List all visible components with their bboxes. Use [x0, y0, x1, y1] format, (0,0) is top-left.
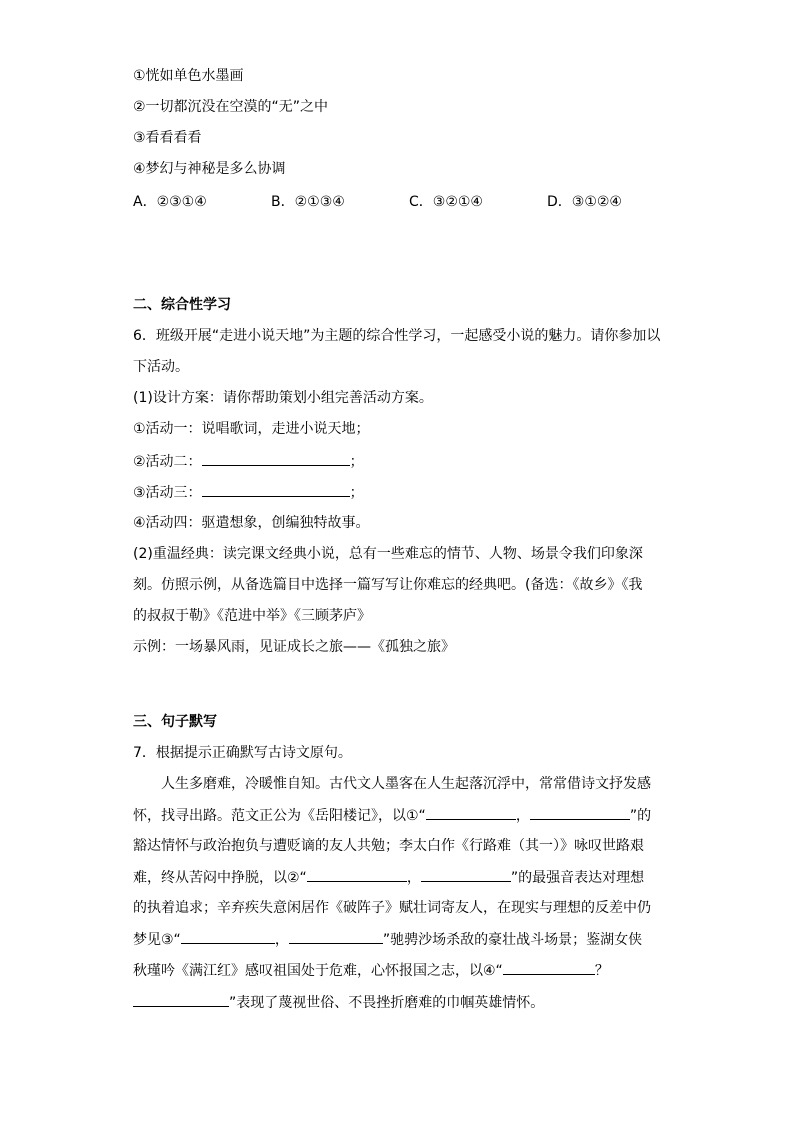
blank-3a[interactable]	[181, 929, 275, 944]
activity-3-semicolon: ；	[349, 485, 364, 501]
q7-line-4-end: ”的最强音表达对理想	[510, 870, 645, 886]
q7-line-8	[133, 992, 544, 1013]
activity-3-blank[interactable]	[202, 482, 350, 497]
activity-2	[133, 451, 364, 472]
activity-1: ①活动一：说唱歌词，走进小说天地；	[133, 421, 370, 437]
section-2-title: 二、综合性学习	[133, 297, 231, 313]
q7-line-6-end: ”驰骋沙场杀敌的豪壮战斗场景；鉴湖女侠	[382, 932, 643, 948]
option-d[interactable]: D．③①②④	[547, 194, 622, 210]
activity-2-semicolon: ；	[349, 454, 364, 470]
blank-2a[interactable]	[307, 867, 407, 882]
q7-line-7-question: ？	[594, 963, 609, 979]
section-3-title: 三、句子默写	[133, 714, 217, 730]
q7-line-2-end: ”的	[629, 808, 652, 824]
q7-line-3: 豁达情怀与政治抱负与遭贬谪的友人共勉；李太白作《行路难（其一）》咏叹世路艰	[133, 838, 644, 854]
blank-4b[interactable]	[133, 992, 229, 1007]
q7-line-6-text: 梦见③“	[133, 932, 181, 948]
option-b[interactable]: B．②①③④	[271, 194, 345, 210]
q5-item-4: ④梦幻与神秘是多么协调	[133, 161, 286, 177]
q7-line-4-comma: ，	[406, 870, 421, 886]
activity-4: ④活动四：驱遣想象，创编独特故事。	[133, 515, 370, 531]
blank-4a[interactable]	[503, 960, 595, 975]
q7-line-7	[133, 960, 609, 981]
q6-part-1: (1)设计方案：请你帮助策划小组完善活动方案。	[133, 390, 433, 406]
q7-line-4-text: 难，终从苦闷中挣脱，以②“	[133, 870, 307, 886]
activity-2-label: ②活动二：	[133, 454, 202, 470]
q7-line-5: 的执着追求；辛弃疾失意闲居作《破阵子》赋壮词寄友人，在现实与理想的反差中仍	[133, 900, 651, 916]
q6-line-1: 6．班级开展“走进小说天地”为主题的综合性学习，一起感受小说的魅力。请你参加以	[133, 328, 661, 344]
q6-example: 示例：一场暴风雨，见证成长之旅——《孤独之旅》	[133, 639, 455, 655]
activity-3	[133, 482, 364, 503]
q7-line-6	[133, 929, 642, 950]
blank-1b[interactable]	[530, 805, 630, 820]
option-a[interactable]: A．②③①④	[133, 194, 207, 210]
q7-line-7-text: 秋瑾吟《满江红》感叹祖国处于危难，心怀报国之志，以④“	[133, 963, 503, 979]
q5-item-1: ①恍如单色水墨画	[133, 68, 244, 84]
blank-1a[interactable]	[426, 805, 516, 820]
blank-2b[interactable]	[421, 867, 511, 882]
q7-prompt: 7．根据提示正确默写古诗文原句。	[133, 745, 352, 761]
q5-item-2: ②一切都沉没在空漠的“无”之中	[133, 99, 329, 115]
q7-line-6-comma: ，	[274, 932, 289, 948]
q7-line-2	[133, 805, 651, 826]
q7-line-2-comma: ，	[515, 808, 530, 824]
q6-part-2-line-3: 的叔叔于勒》《范进中举》《三顾茅庐》	[133, 608, 371, 624]
q7-line-1: 人生多磨难，冷暖惟自知。古代文人墨客在人生起落沉浮中，常常借诗文抒发感	[161, 776, 651, 792]
activity-3-label: ③活动三：	[133, 485, 202, 501]
blank-3b[interactable]	[289, 929, 383, 944]
q6-part-2-line-2: 刻。仿照示例，从备选篇目中选择一篇写写让你难忘的经典吧。(备选：《故乡》《我	[133, 577, 643, 593]
q7-line-2-text: 怀，找寻出路。范文正公为《岳阳楼记》，以①“	[133, 808, 426, 824]
option-c[interactable]: C．③②①④	[409, 194, 483, 210]
q7-line-4	[133, 867, 644, 888]
q6-part-2-line-1: (2)重温经典：读完课文经典小说，总有一些难忘的情节、人物、场景令我们印象深	[133, 546, 643, 562]
activity-2-blank[interactable]	[202, 451, 350, 466]
q5-item-3: ③看看看看	[133, 130, 202, 146]
q6-line-2: 下活动。	[133, 359, 189, 375]
q7-line-8-text: ”表现了蔑视世俗、不畏挫折磨难的巾帼英雄情怀。	[229, 995, 545, 1011]
